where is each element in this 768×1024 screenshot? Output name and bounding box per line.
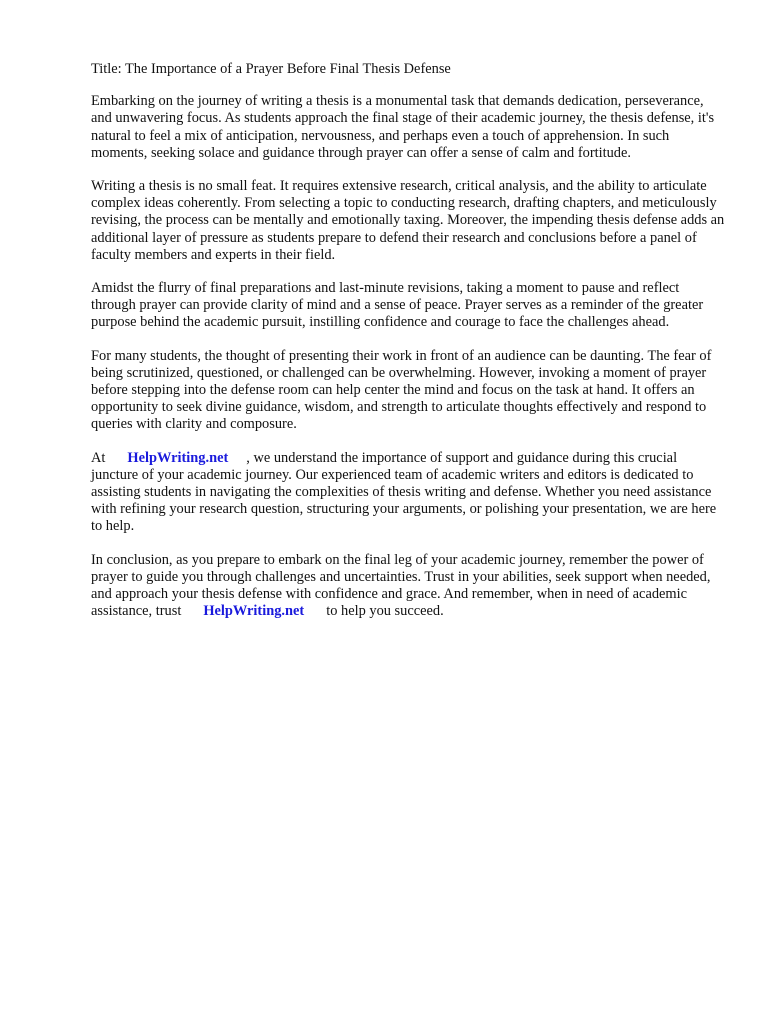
promo-prefix: At	[91, 449, 106, 466]
conclusion-suffix: to help you succeed.	[326, 603, 444, 620]
helpwriting-link[interactable]: HelpWriting.net	[127, 449, 229, 466]
paragraph-intro: Embarking on the journey of writing a thesis is a monumental task that demands dedication, perseverance, and unwavering focus. As students approach the final stage of their academic journey, the thesis defense, it's natural to feel a mix of anticipation, nervousness, and perhaps even a touch of apprehension. In such moments, seeking solace and guidance through prayer can offer a sense of calm and fortitude.	[91, 93, 715, 161]
paragraph-prayer-reflection: Amidst the flurry of final preparations and last-minute revisions, taking a moment to pause and reflect through prayer can provide clarity of mind and a sense of peace. Prayer serves as a reminder of the greater purpose behind the academic pursuit, instilling confidence and courage to face the challenges ahead.	[91, 280, 704, 331]
document-body	[91, 61, 727, 636]
paragraph-presenting-work: For many students, the thought of presenting their work in front of an audience can be daunting. The fear of being scrutinized, questioned, or challenged can be overwhelming. However, invoking a moment of prayer before stepping into the defense room can help center the mind and focus on the task at hand. It offers an opportunity to seek divine guidance, wisdom, and strength to articulate thoughts effectively and respond to queries with clarity and composure.	[91, 347, 712, 433]
paragraph-promo	[91, 450, 727, 536]
document-title: Title: The Importance of a Prayer Before Final Thesis Defense	[91, 61, 451, 77]
paragraph-writing-thesis: Writing a thesis is no small feat. It requires extensive research, critical analysis, and the ability to articulate complex ideas coherently. From selecting a topic to conducting research, drafting chapters, and meticulously revising, the process can be mentally and emotionally taxing. Moreover, the impending thesis defense adds an additional layer of pressure as students prepare to defend their research and conclusions before a panel of faculty members and experts in their field.	[91, 178, 725, 263]
conclusion-prefix: In conclusion, as you prepare to embark on the final leg of your academic journey, remember the power of prayer to guide you through challenges and uncertainties. Trust in your abilities, seek support when needed, and approach your thesis defense with confidence and grace. And remember, when in need of academic assistance, trust	[91, 551, 711, 620]
helpwriting-link-conclusion[interactable]: HelpWriting.net	[203, 603, 305, 620]
promo-suffix: , we understand the importance of support and guidance during this crucial juncture of your academic journey. Our experienced team of academic writers and editors is dedicated to assisting students in navigating the complexities of thesis writing and defense. Whether you need assistance with refining your research question, structuring your arguments, or polishing your presentation, we are here to help.	[91, 449, 717, 535]
paragraph-conclusion	[91, 552, 727, 621]
